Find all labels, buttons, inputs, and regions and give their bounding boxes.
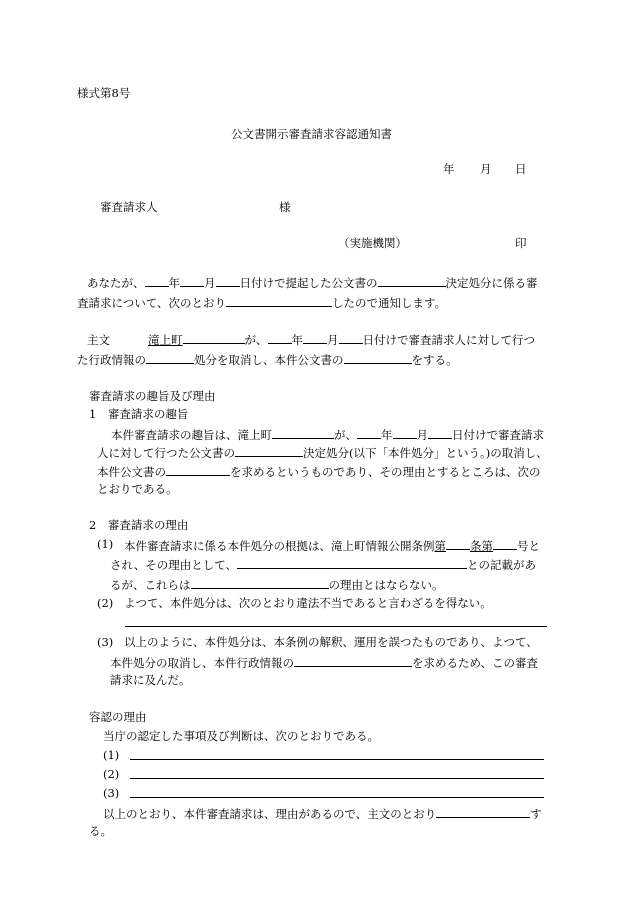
- closing-text-a: 以上のとおり、本件審査請求は、理由があるので、主文のとおり: [103, 807, 437, 821]
- i1l1-b: 第: [434, 539, 446, 553]
- item1-line-2: [110, 556, 536, 572]
- section1-heading: 審査請求の趣旨及び理由: [89, 389, 216, 403]
- s1l1-e: 日付けで審査請求: [452, 428, 544, 442]
- i1l2-b: との記載があ: [466, 558, 536, 572]
- main-text-line2-a: た行政情報の: [77, 353, 146, 367]
- intro-text: あなたが、: [87, 276, 145, 290]
- closing-line-2: る。: [89, 824, 112, 838]
- reason-item-3-line: [130, 797, 544, 798]
- section2-heading: 容認の理由: [89, 710, 147, 724]
- closing-text-b: す: [530, 807, 542, 821]
- reason-item-2-number: (2): [103, 767, 120, 781]
- i1l3-b: の理由とはならない。: [328, 578, 444, 592]
- item2-number: (2): [97, 596, 114, 610]
- reason-item-3-number: (3): [103, 786, 120, 800]
- main-text-label: 主文: [87, 333, 110, 347]
- date-day: 日: [515, 162, 527, 176]
- i3l2-a: 本件処分の取消し、本件行政情報の: [110, 656, 294, 670]
- s1l3-a: 本件公文書の: [97, 465, 166, 479]
- s1l1-month: 月: [416, 428, 428, 442]
- agency-label: （実施機関）: [338, 236, 407, 250]
- reason-item-1-line: [130, 759, 544, 760]
- item3-line-2: [110, 654, 538, 670]
- item1-line-1: [124, 537, 540, 553]
- item3-number: (3): [97, 635, 114, 649]
- s1-line-1: [111, 426, 544, 442]
- date-month: 月: [480, 162, 492, 176]
- s1l2-a: 人に対して行つた公文書の: [97, 446, 235, 460]
- i1l1-d: 号と: [517, 539, 540, 553]
- s1-line-2: [97, 444, 548, 460]
- i1l1-c: 条第: [470, 539, 493, 553]
- main-text-day: 日付けで審査請求人に対して行つ: [362, 333, 535, 347]
- requester-honorific: 様: [279, 200, 291, 214]
- document-title: 公文書開示審査請求容認通知書: [231, 127, 392, 141]
- item2-blank-line: [125, 626, 547, 627]
- s1-line-4: とおりである。: [97, 482, 178, 496]
- s1l3-b: を求めるというものであり、その理由とするところは、次の: [230, 465, 541, 479]
- main-text-line2-c: をする。: [411, 353, 458, 367]
- s1-line-3: [97, 463, 541, 479]
- intro-line-1: [87, 274, 538, 290]
- section1-sub1: 1 審査請求の趣旨: [89, 407, 189, 421]
- item1-line-3: [110, 576, 444, 592]
- s1l1-a: 本件審査請求の趣旨は、滝上町: [111, 428, 272, 442]
- item3-line-1: 以上のように、本件処分は、本条例の解釈、運用を誤つたものであり、よつて、: [124, 635, 538, 649]
- intro-line2-text-a: 査請求について、次のとおり: [77, 296, 227, 310]
- main-text-line2-b: 処分を取消し、本件公文書の: [194, 353, 344, 367]
- intro-decision: 決定処分に係る審: [445, 276, 538, 290]
- closing-line-1: [103, 805, 542, 821]
- intro-line2-text-b: したので通知します。: [332, 296, 447, 310]
- intro-day: 日付けで提起した公文書の: [239, 276, 378, 290]
- main-text-town: 滝上町: [148, 333, 183, 347]
- i1l1-a: 本件審査請求に係る本件処分の根拠は、滝上町情報公開条例: [124, 539, 435, 553]
- main-text-ga: が、: [244, 333, 268, 347]
- section2-line-1: 当庁の認定した事項及び判断は、次のとおりである。: [103, 729, 379, 743]
- item1-number: (1): [97, 537, 114, 551]
- main-text-line-2: [77, 351, 458, 367]
- requester-label: 審査請求人: [100, 200, 158, 214]
- main-text-line-1: [87, 331, 535, 347]
- reason-item-2-line: [130, 778, 544, 779]
- s1l1-year: 年: [381, 428, 393, 442]
- item3-line-3: 請求に及んだ。: [110, 673, 191, 687]
- date-year: 年: [443, 162, 455, 176]
- seal-mark: 印: [515, 236, 527, 250]
- section1-sub2: 2 審査請求の理由: [89, 518, 189, 532]
- i1l2-a: され、その理由として、: [110, 558, 237, 572]
- reason-item-1-number: (1): [103, 748, 120, 762]
- s1l1-b: が、: [334, 428, 357, 442]
- i3l2-b: を求めるため、この審査: [412, 656, 539, 670]
- s1l2-b: 決定処分(以下「本件処分」という。)の取消し、: [303, 446, 548, 460]
- intro-month: 月: [204, 276, 216, 290]
- item2-line-1: よつて、本件処分は、次のとおり違法不当であると言わざるを得ない。: [124, 596, 492, 610]
- main-text-month: 月: [327, 333, 339, 347]
- main-text-year: 年: [291, 333, 303, 347]
- i1l3-a: るが、これらは: [110, 578, 191, 592]
- form-number: 様式第8号: [77, 86, 131, 100]
- intro-year: 年: [168, 276, 180, 290]
- intro-line-2: [77, 294, 446, 310]
